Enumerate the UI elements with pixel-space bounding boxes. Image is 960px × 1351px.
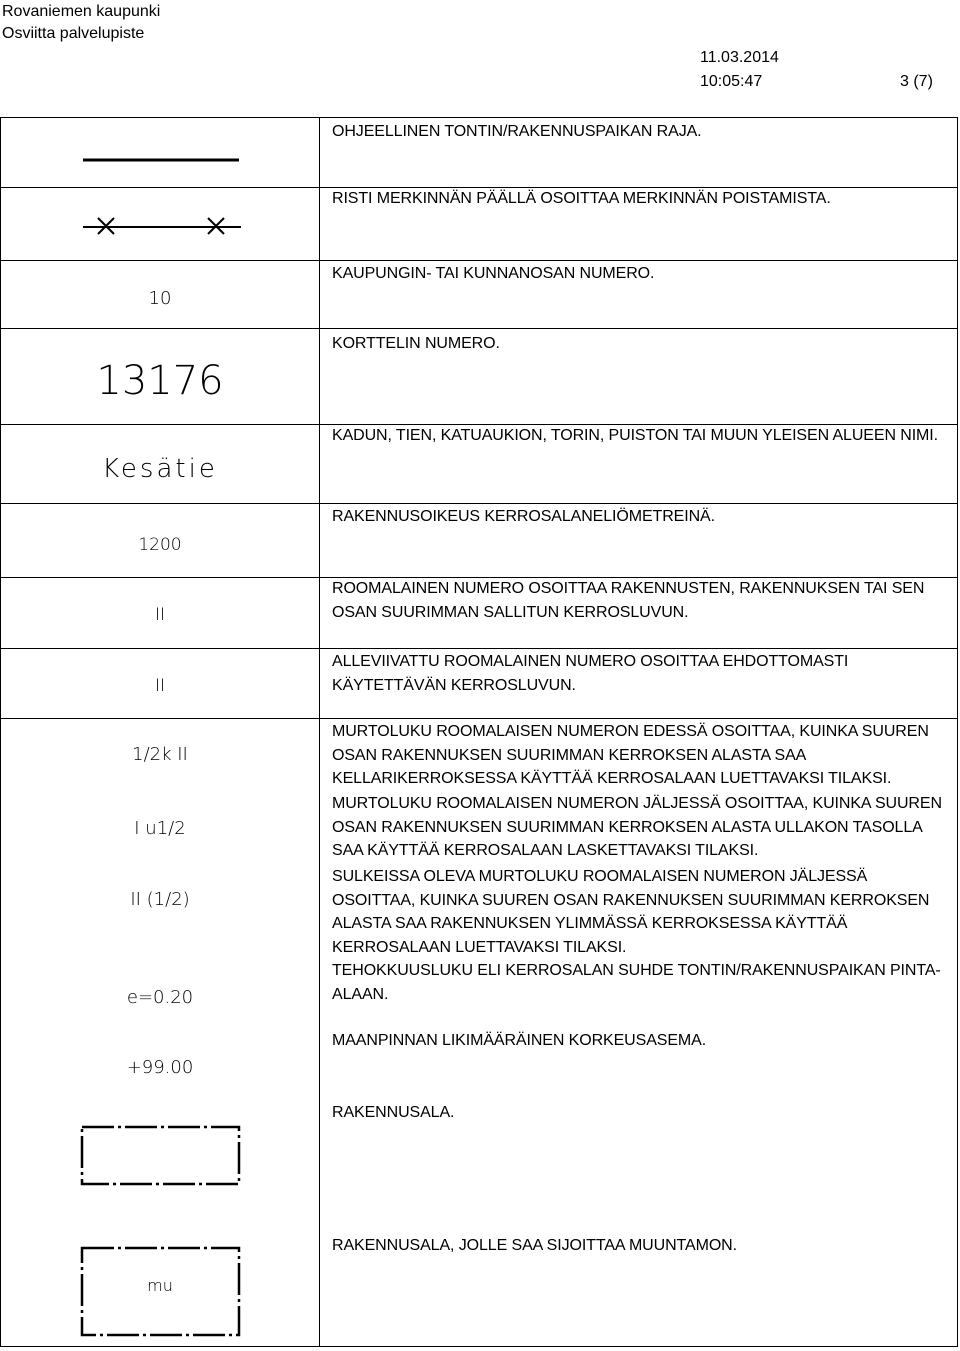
crossed-line-symbol <box>1 187 319 260</box>
description: MAANPINNAN LIKIMÄÄRÄINEN KORKEUSASEMA. <box>332 1032 707 1049</box>
legend-row-attic-fraction <box>1 790 957 863</box>
boundary-line-symbol <box>1 118 319 187</box>
street-name-symbol: Kesätie <box>102 454 218 484</box>
legend-row-building-area <box>1 1094 957 1234</box>
symbol-cell <box>1 118 319 187</box>
legend-row-top-floor-fraction <box>1 863 957 957</box>
description: RAKENNUSOIKEUS KERROSALANELIÖMETREINÄ. <box>332 508 715 525</box>
symbol-cell <box>1 187 319 260</box>
description: MURTOLUKU ROOMALAISEN NUMERON JÄLJESSÄ OSOITTAA, KUINKA SUUREN OSAN RAKENNUKSEN SUURIMMAN KERROKSEN ALASTA ULLAKON TASOLLA SAA KÄYTTÄÄ KERROSALAAN LASKETTAVAKSI TILAKSI. <box>332 795 942 859</box>
block-number-symbol: 13176 <box>96 358 224 404</box>
floor-count-symbol: II <box>154 605 166 625</box>
legend-row-efficiency <box>1 957 957 1019</box>
page-number: 3 (7) <box>900 73 933 90</box>
transformer-symbol-label: mu <box>147 1276 173 1295</box>
symbol-cell <box>1 1019 319 1094</box>
floor-area-symbol: 1200 <box>138 535 182 555</box>
symbol-cell <box>1 790 319 863</box>
legend-row-building-rights <box>1 503 957 578</box>
description: SULKEISSA OLEVA MURTOLUKU ROOMALAISEN NUMERON JÄLJESSÄ OSOITTAA, KUINKA SUUREN OSAN RAKENNUKSEN SUURIMMAN KERROKSEN ALASTA SAA RAKENNUKSEN YLIMMÄSSÄ KERROKSESSA KÄYTTÄÄ KERROSALAAN LUETTAVAKSI TILAKSI. <box>332 868 930 956</box>
legend-row-boundary <box>1 118 957 188</box>
print-time: 10:05:47 <box>700 73 763 90</box>
legend-row-elevation <box>1 1019 957 1094</box>
description: RAKENNUSALA, JOLLE SAA SIJOITTAA MUUNTAMON. <box>332 1237 737 1254</box>
service-name: Osviitta palvelupiste <box>2 25 145 42</box>
description: KAUPUNGIN- TAI KUNNANOSAN NUMERO. <box>332 265 655 282</box>
legend-row-block-number <box>1 328 957 425</box>
description: KORTTELIN NUMERO. <box>332 335 500 352</box>
legend-row-mandatory-floors <box>1 648 957 719</box>
description: RAKENNUSALA. <box>332 1104 455 1121</box>
district-number-symbol: 10 <box>148 288 172 309</box>
attic-fraction-symbol: I u1/2 <box>134 818 186 839</box>
symbol-cell <box>1 957 319 1019</box>
description: TEHOKKUUSLUKU ELI KERROSALAN SUHDE TONTIN/RAKENNUSPAIKAN PINTA-ALAAN. <box>332 962 941 1003</box>
legend-row-transformer <box>1 1234 957 1346</box>
description: KADUN, TIEN, KATUAUKION, TORIN, PUISTON TAI MUUN YLEISEN ALUEEN NIMI. <box>332 427 938 444</box>
symbol-cell <box>1 503 319 577</box>
description: OHJEELLINEN TONTIN/RAKENNUSPAIKAN RAJA. <box>332 123 702 140</box>
legend-row-cross <box>1 187 957 261</box>
description: RISTI MERKINNÄN PÄÄLLÄ OSOITTAA MERKINNÄN POISTAMISTA. <box>332 190 831 207</box>
mandatory-floor-count-symbol: II <box>154 676 166 696</box>
symbol-cell <box>1 260 319 328</box>
print-date: 11.03.2014 <box>700 49 779 66</box>
description: ALLEVIIVATTU ROOMALAINEN NUMERO OSOITTAA EHDOTTOMASTI KÄYTETTÄVÄN KERROSLUVUN. <box>332 653 849 694</box>
organization-name: Rovaniemen kaupunki <box>2 3 161 20</box>
description: ROOMALAINEN NUMERO OSOITTAA RAKENNUSTEN, RAKENNUKSEN TAI SEN OSAN SUURIMMAN SALLITUN KERROSLUVUN. <box>332 580 925 621</box>
symbol-cell <box>1 863 319 957</box>
legend-row-basement-fraction <box>1 718 957 790</box>
legend-row-district-number <box>1 260 957 329</box>
symbol-cell <box>1 328 319 424</box>
symbol-cell <box>1 648 319 718</box>
legend-row-max-floors <box>1 577 957 649</box>
elevation-symbol: +99.00 <box>126 1057 194 1078</box>
efficiency-symbol: e=0.20 <box>126 987 194 1008</box>
basement-fraction-symbol: 1/2k II <box>132 744 188 765</box>
legend-table <box>0 117 958 1347</box>
symbol-cell <box>1 1234 319 1346</box>
symbol-cell <box>1 424 319 503</box>
legend-row-street-name <box>1 424 957 504</box>
symbol-cell <box>1 1094 319 1234</box>
top-floor-fraction-symbol: II (1/2) <box>130 889 190 910</box>
description: MURTOLUKU ROOMALAISEN NUMERON EDESSÄ OSOITTAA, KUINKA SUUREN OSAN RAKENNUKSEN SUURIMMAN KERROKSEN ALASTA SAA KELLARIKERROKSESSA KÄYTTÄÄ KERROSALAAN LUETTAVAKSI TILAKSI. <box>332 723 929 787</box>
symbol-cell <box>1 577 319 648</box>
symbol-cell <box>1 718 319 790</box>
building-area-symbol <box>1 1094 319 1234</box>
